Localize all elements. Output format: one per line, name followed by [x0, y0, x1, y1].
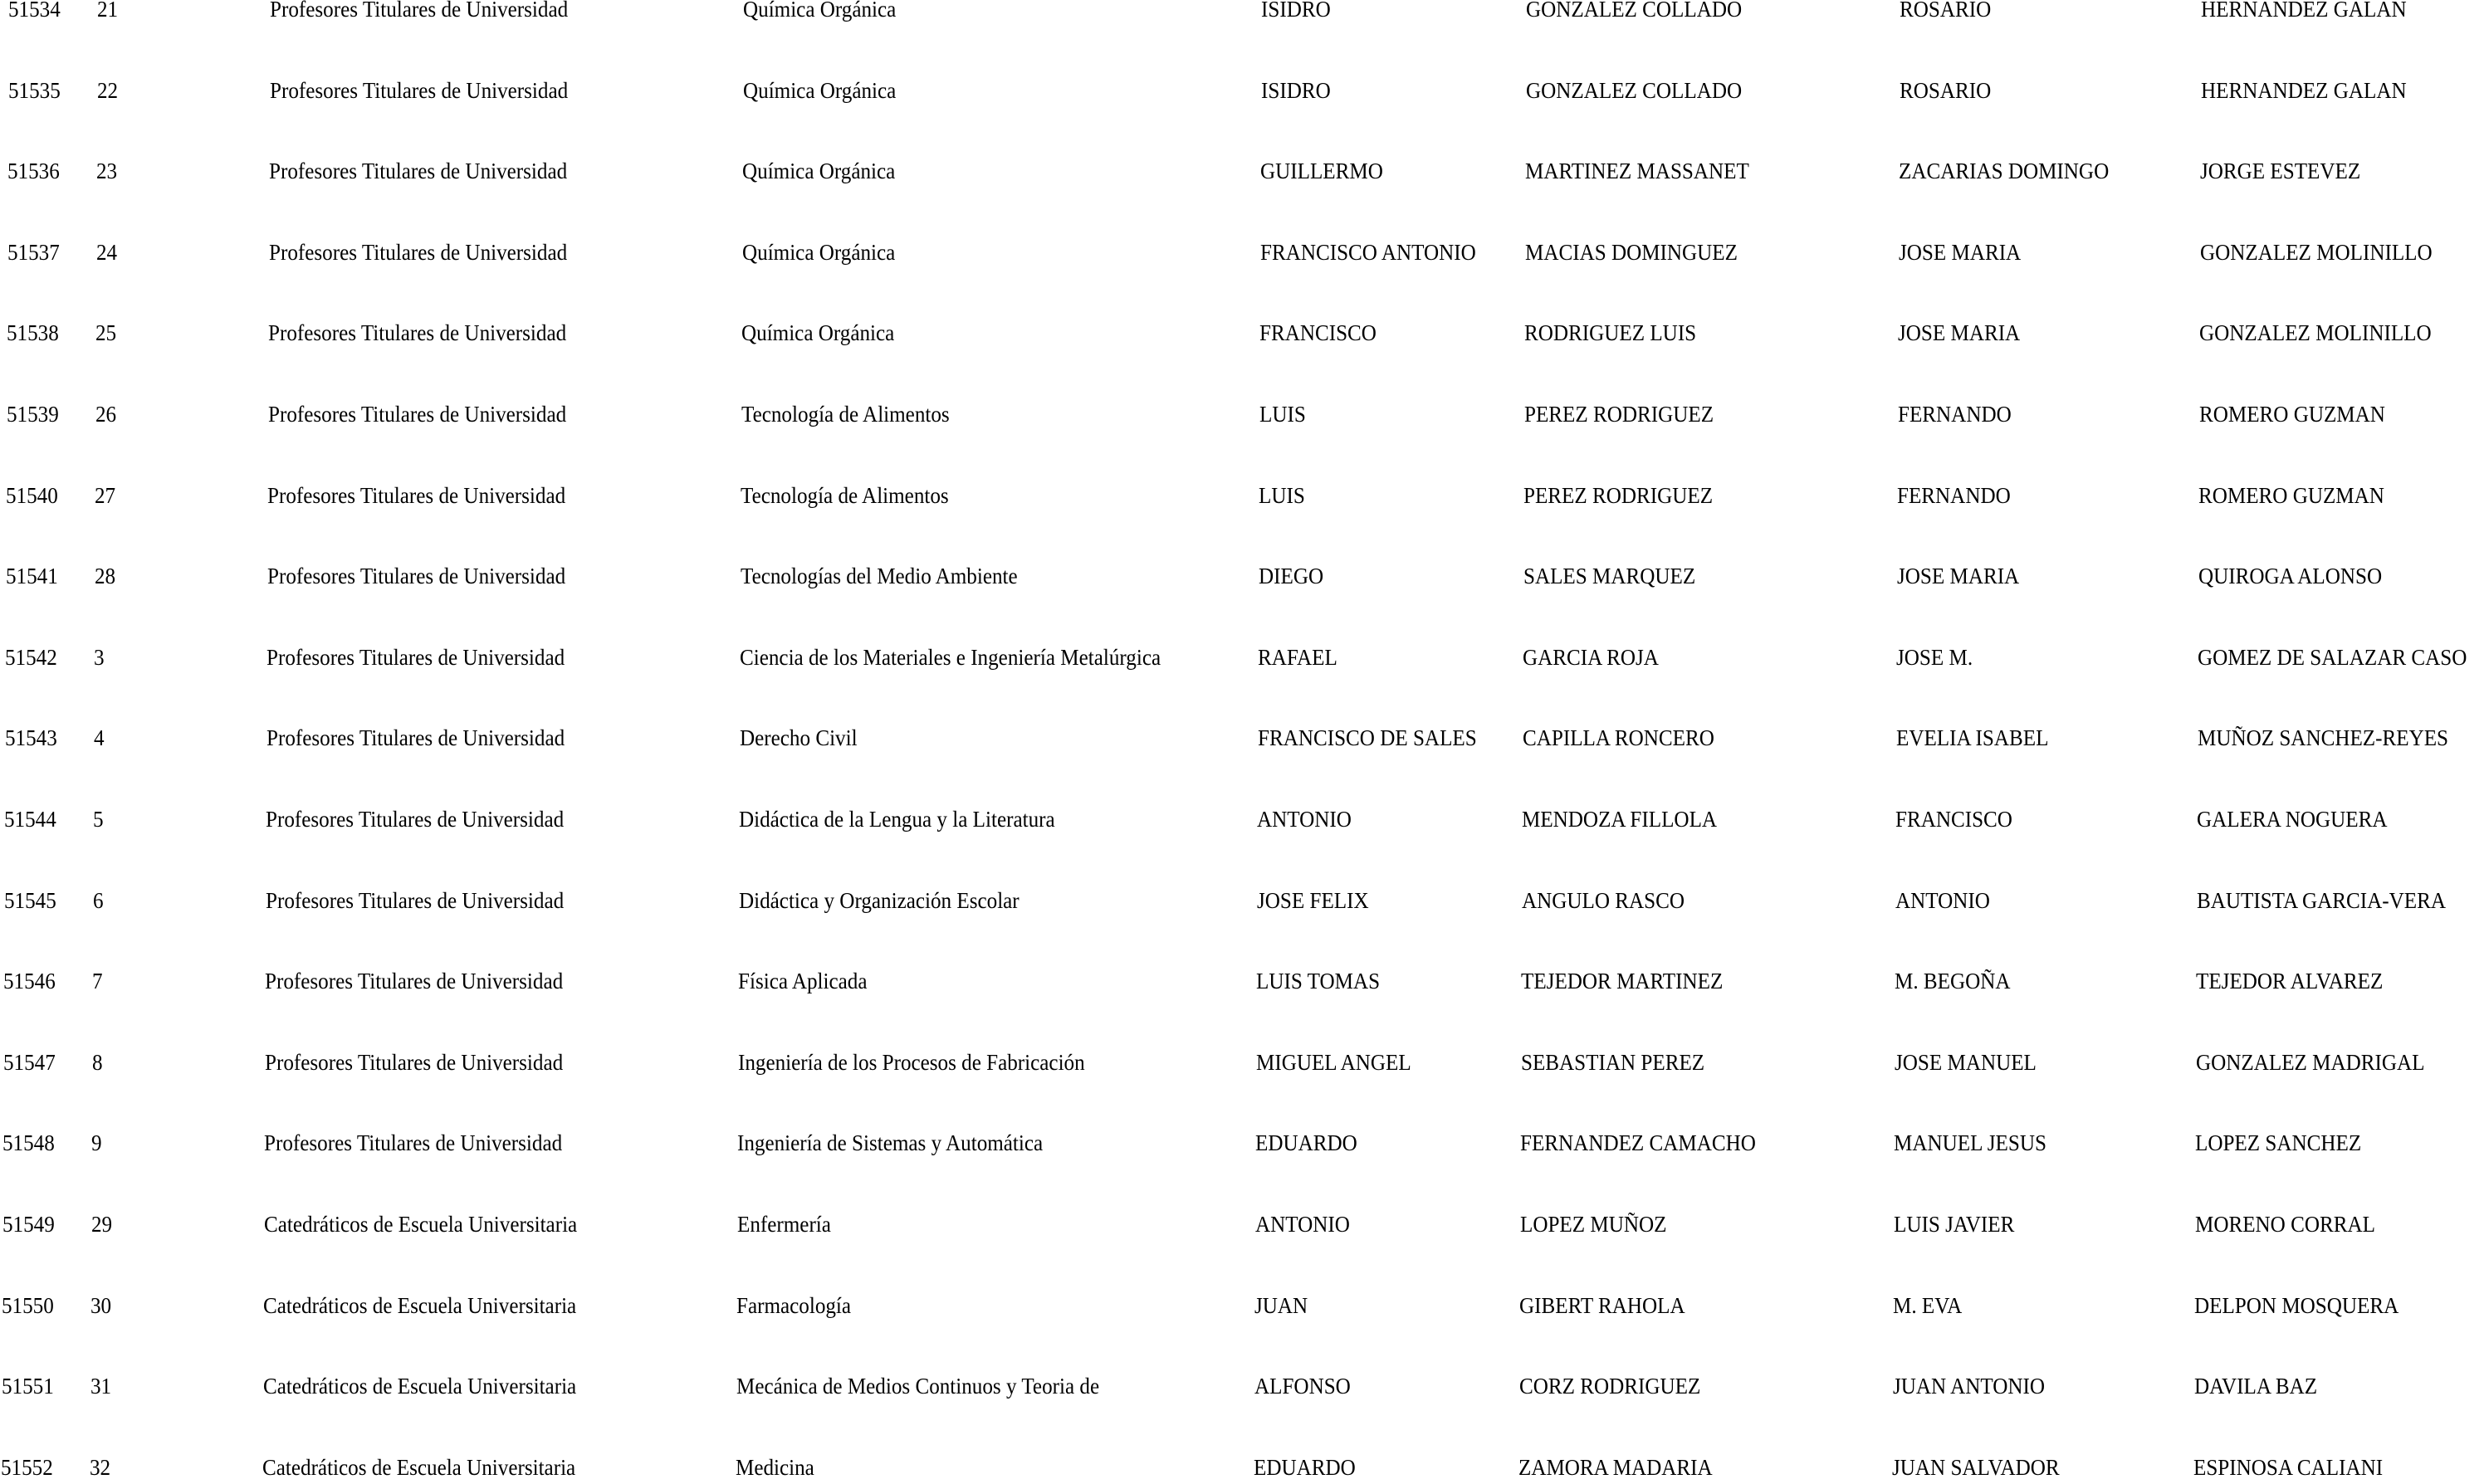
cell-cuerpo: Profesores Titulares de Universidad [267, 482, 566, 508]
cell-titular-apellidos: MENDOZA FILLOLA [1522, 807, 1718, 832]
cell-id: 51548 [2, 1130, 55, 1156]
cell-number: 30 [90, 1292, 112, 1318]
cell-id: 51546 [3, 969, 56, 994]
cell-id: 51539 [6, 402, 59, 427]
cell-suplente-nombre: JUAN ANTONIO [1892, 1374, 2045, 1399]
cell-id: 51537 [7, 239, 60, 265]
cell-cuerpo: Catedráticos de Escuela Universitaria [262, 1454, 576, 1480]
cell-suplente-apellidos: GALERA NOGUERA [2197, 807, 2388, 832]
cell-suplente-apellidos: DELPON MOSQUERA [2194, 1292, 2399, 1318]
cell-titular-apellidos: CAPILLA RONCERO [1522, 725, 1714, 751]
cell-cuerpo: Catedráticos de Escuela Universitaria [262, 1374, 576, 1399]
cell-id: 51538 [7, 320, 59, 346]
cell-area: Enfermería [736, 1212, 831, 1237]
table-row [0, 964, 2484, 998]
cell-titular-nombre: RAFAEL [1258, 644, 1337, 670]
cell-cuerpo: Catedráticos de Escuela Universitaria [263, 1292, 577, 1318]
cell-number: 6 [92, 887, 104, 913]
cell-number: 5 [93, 807, 104, 832]
cell-titular-apellidos: GONZALEZ COLLADO [1526, 0, 1743, 22]
table-row [0, 1289, 2482, 1322]
cell-suplente-nombre: JOSE MARIA [1898, 320, 2021, 346]
table-row [0, 154, 2488, 188]
cell-titular-apellidos: ZAMORA MADARIA [1518, 1454, 1713, 1480]
cell-suplente-apellidos: HERNANDEZ GALAN [2200, 77, 2407, 103]
table-row [0, 721, 2486, 754]
cell-titular-apellidos: TEJEDOR MARTINEZ [1521, 969, 1724, 994]
cell-number: 28 [94, 564, 115, 589]
table-row [0, 559, 2487, 593]
cell-cuerpo: Profesores Titulares de Universidad [267, 564, 565, 589]
cell-number: 8 [91, 1049, 103, 1075]
cell-suplente-nombre: JOSE MARIA [1898, 239, 2021, 265]
table-row [0, 316, 2487, 349]
cell-id: 51544 [4, 807, 56, 832]
cell-cuerpo: Profesores Titulares de Universidad [264, 1130, 563, 1156]
cell-titular-nombre: FRANCISCO ANTONIO [1259, 239, 1476, 265]
cell-cuerpo: Profesores Titulares de Universidad [269, 159, 568, 184]
cell-id: 51534 [8, 0, 61, 22]
table-row [0, 479, 2487, 512]
cell-suplente-nombre: JOSE M. [1896, 644, 1973, 670]
cell-suplente-nombre: M. BEGOÑA [1895, 969, 2011, 994]
cell-number: 7 [92, 969, 103, 994]
cell-id: 51550 [2, 1292, 54, 1318]
cell-id: 51552 [1, 1454, 53, 1480]
cell-area: Tecnologías del Medio Ambiente [740, 564, 1018, 589]
cell-cuerpo: Profesores Titulares de Universidad [266, 807, 565, 832]
cell-suplente-apellidos: MUÑOZ SANCHEZ-REYES [2197, 725, 2448, 751]
cell-id: 51551 [1, 1374, 54, 1399]
cell-suplente-nombre: LUIS JAVIER [1893, 1212, 2014, 1237]
table-row [0, 74, 2489, 107]
cell-number: 24 [95, 239, 117, 265]
cell-number: 23 [96, 159, 118, 184]
cell-titular-nombre: EDUARDO [1255, 1130, 1357, 1156]
cell-suplente-nombre: ROSARIO [1900, 0, 1992, 22]
cell-suplente-apellidos: GONZALEZ MOLINILLO [2199, 320, 2432, 346]
cell-titular-nombre: ANTONIO [1254, 1212, 1350, 1237]
cell-suplente-nombre: FERNANDO [1897, 402, 2012, 427]
cell-id: 51535 [7, 77, 61, 103]
cell-suplente-nombre: JUAN SALVADOR [1892, 1454, 2060, 1480]
cell-area: Mecánica de Medios Continuos y Teoria de [736, 1374, 1099, 1399]
cell-id: 51547 [2, 1049, 56, 1075]
cell-suplente-apellidos: QUIROGA ALONSO [2198, 564, 2382, 589]
cell-suplente-nombre: MANUEL JESUS [1894, 1130, 2046, 1156]
table-row [0, 1451, 2482, 1484]
cell-area: Farmacología [736, 1292, 852, 1318]
table-row [0, 236, 2488, 269]
table-row [0, 398, 2487, 431]
cell-suplente-nombre: ZACARIAS DOMINGO [1899, 159, 2110, 184]
cell-titular-nombre: LUIS [1259, 402, 1306, 427]
table-row [0, 641, 2486, 674]
cell-titular-apellidos: RODRIGUEZ LUIS [1524, 320, 1697, 346]
cell-id: 51540 [6, 482, 58, 508]
cell-titular-nombre: ALFONSO [1254, 1374, 1351, 1399]
cell-suplente-apellidos: GONZALEZ MADRIGAL [2195, 1049, 2424, 1075]
cell-suplente-apellidos: LOPEZ SANCHEZ [2195, 1130, 2362, 1156]
cell-suplente-apellidos: GOMEZ DE SALAZAR CASO [2198, 644, 2467, 670]
cell-cuerpo: Profesores Titulares de Universidad [266, 725, 565, 751]
cell-cuerpo: Catedráticos de Escuela Universitaria [263, 1212, 577, 1237]
cell-titular-apellidos: SEBASTIAN PEREZ [1520, 1049, 1704, 1075]
cell-number: 22 [96, 77, 118, 103]
cell-suplente-apellidos: BAUTISTA GARCIA-VERA [2196, 887, 2446, 913]
cell-id: 51541 [5, 564, 58, 589]
cell-area: Didáctica de la Lengua y la Literatura [739, 807, 1055, 832]
cell-titular-apellidos: GIBERT RAHOLA [1519, 1292, 1685, 1318]
cell-id: 51536 [7, 159, 60, 184]
cell-titular-apellidos: GONZALEZ COLLADO [1525, 77, 1742, 103]
cell-cuerpo: Profesores Titulares de Universidad [267, 644, 565, 670]
cell-id: 51542 [5, 644, 57, 670]
cell-titular-apellidos: GARCIA ROJA [1523, 644, 1659, 670]
cell-titular-nombre: GUILLERMO [1260, 159, 1383, 184]
cell-titular-apellidos: MARTINEZ MASSANET [1525, 159, 1749, 184]
cell-suplente-nombre: M. EVA [1893, 1292, 1963, 1318]
cell-suplente-apellidos: ROMERO GUZMAN [2198, 402, 2385, 427]
cell-titular-nombre: ISIDRO [1260, 77, 1331, 103]
cell-cuerpo: Profesores Titulares de Universidad [268, 320, 567, 346]
cell-cuerpo: Profesores Titulares de Universidad [270, 0, 569, 22]
cell-number: 21 [97, 0, 119, 22]
table-row [0, 1369, 2482, 1403]
cell-number: 9 [91, 1130, 102, 1156]
cell-suplente-nombre: FRANCISCO [1895, 807, 2012, 832]
cell-cuerpo: Profesores Titulares de Universidad [268, 239, 567, 265]
cell-titular-apellidos: SALES MARQUEZ [1523, 564, 1695, 589]
table-row [0, 803, 2485, 836]
cell-titular-nombre: MIGUEL ANGEL [1255, 1049, 1411, 1075]
cell-titular-nombre: ANTONIO [1257, 807, 1352, 832]
cell-titular-nombre: ISIDRO [1261, 0, 1331, 22]
cell-titular-nombre: LUIS [1259, 482, 1305, 508]
cell-titular-nombre: FRANCISCO [1259, 320, 1377, 346]
cell-area: Química Orgánica [743, 0, 897, 22]
cell-id: 51549 [2, 1212, 55, 1237]
cell-cuerpo: Profesores Titulares de Universidad [265, 887, 564, 913]
cell-titular-nombre: DIEGO [1258, 564, 1323, 589]
cell-number: 27 [95, 482, 116, 508]
cell-area: Ciencia de los Materiales e Ingeniería Metalúrgica [740, 644, 1161, 670]
cell-id: 51543 [4, 725, 57, 751]
cell-id: 51545 [3, 887, 56, 913]
cell-area: Química Orgánica [742, 159, 896, 184]
cell-titular-nombre: EDUARDO [1254, 1454, 1356, 1480]
cell-area: Tecnología de Alimentos [741, 402, 950, 427]
cell-suplente-apellidos: MORENO CORRAL [2194, 1212, 2375, 1237]
cell-number: 32 [90, 1454, 111, 1480]
cell-number: 26 [95, 402, 116, 427]
cell-area: Derecho Civil [739, 725, 858, 751]
cell-area: Ingeniería de Sistemas y Automática [737, 1130, 1044, 1156]
cell-suplente-apellidos: HERNANDEZ GALAN [2201, 0, 2407, 22]
cell-area: Ingeniería de los Procesos de Fabricación [737, 1049, 1085, 1075]
cell-cuerpo: Profesores Titulares de Universidad [264, 1049, 563, 1075]
cell-suplente-apellidos: ESPINOSA CALIANI [2193, 1454, 2384, 1480]
table-row [0, 884, 2485, 917]
cell-number: 25 [95, 320, 117, 346]
cell-area: Química Orgánica [742, 77, 896, 103]
cell-number: 4 [93, 725, 105, 751]
cell-titular-nombre: LUIS TOMAS [1256, 969, 1381, 994]
cell-suplente-nombre: FERNANDO [1897, 482, 2011, 508]
cell-suplente-nombre: JOSE MARIA [1896, 564, 2019, 589]
cell-titular-apellidos: PEREZ RODRIGUEZ [1523, 482, 1714, 508]
cell-suplente-nombre: JOSE MANUEL [1894, 1049, 2037, 1075]
cell-area: Química Orgánica [741, 239, 895, 265]
cell-titular-apellidos: PEREZ RODRIGUEZ [1523, 402, 1714, 427]
cell-titular-apellidos: FERNANDEZ CAMACHO [1520, 1130, 1756, 1156]
cell-cuerpo: Profesores Titulares de Universidad [267, 402, 566, 427]
cell-area: Didáctica y Organización Escolar [738, 887, 1020, 913]
cell-suplente-nombre: ANTONIO [1895, 887, 1990, 913]
cell-number: 29 [90, 1212, 112, 1237]
cell-area: Medicina [736, 1454, 814, 1480]
cell-suplente-nombre: EVELIA ISABEL [1895, 725, 2048, 751]
cell-area: Física Aplicada [738, 969, 868, 994]
cell-area: Química Orgánica [741, 320, 895, 346]
cell-suplente-nombre: ROSARIO [1899, 77, 1991, 103]
cell-cuerpo: Profesores Titulares de Universidad [265, 969, 564, 994]
table-row [0, 1126, 2483, 1159]
cell-suplente-apellidos: TEJEDOR ALVAREZ [2196, 969, 2384, 994]
cell-titular-nombre: FRANCISCO DE SALES [1257, 725, 1477, 751]
cell-area: Tecnología de Alimentos [741, 482, 949, 508]
cell-titular-nombre: JUAN [1254, 1292, 1308, 1318]
cell-titular-nombre: JOSE FELIX [1256, 887, 1369, 913]
cell-titular-apellidos: CORZ RODRIGUEZ [1518, 1374, 1700, 1399]
cell-suplente-apellidos: GONZALEZ MOLINILLO [2199, 239, 2433, 265]
cell-suplente-apellidos: DAVILA BAZ [2193, 1374, 2317, 1399]
table-row [0, 1046, 2484, 1079]
cell-number: 3 [94, 644, 105, 670]
table-row [0, 1208, 2483, 1241]
cell-suplente-apellidos: JORGE ESTEVEZ [2200, 159, 2361, 184]
cell-cuerpo: Profesores Titulares de Universidad [269, 77, 568, 103]
cell-number: 31 [90, 1374, 111, 1399]
table-row [0, 0, 2489, 26]
cell-titular-apellidos: MACIAS DOMINGUEZ [1524, 239, 1738, 265]
cell-suplente-apellidos: ROMERO GUZMAN [2198, 482, 2384, 508]
cell-titular-apellidos: ANGULO RASCO [1521, 887, 1685, 913]
cell-titular-apellidos: LOPEZ MUÑOZ [1519, 1212, 1666, 1237]
